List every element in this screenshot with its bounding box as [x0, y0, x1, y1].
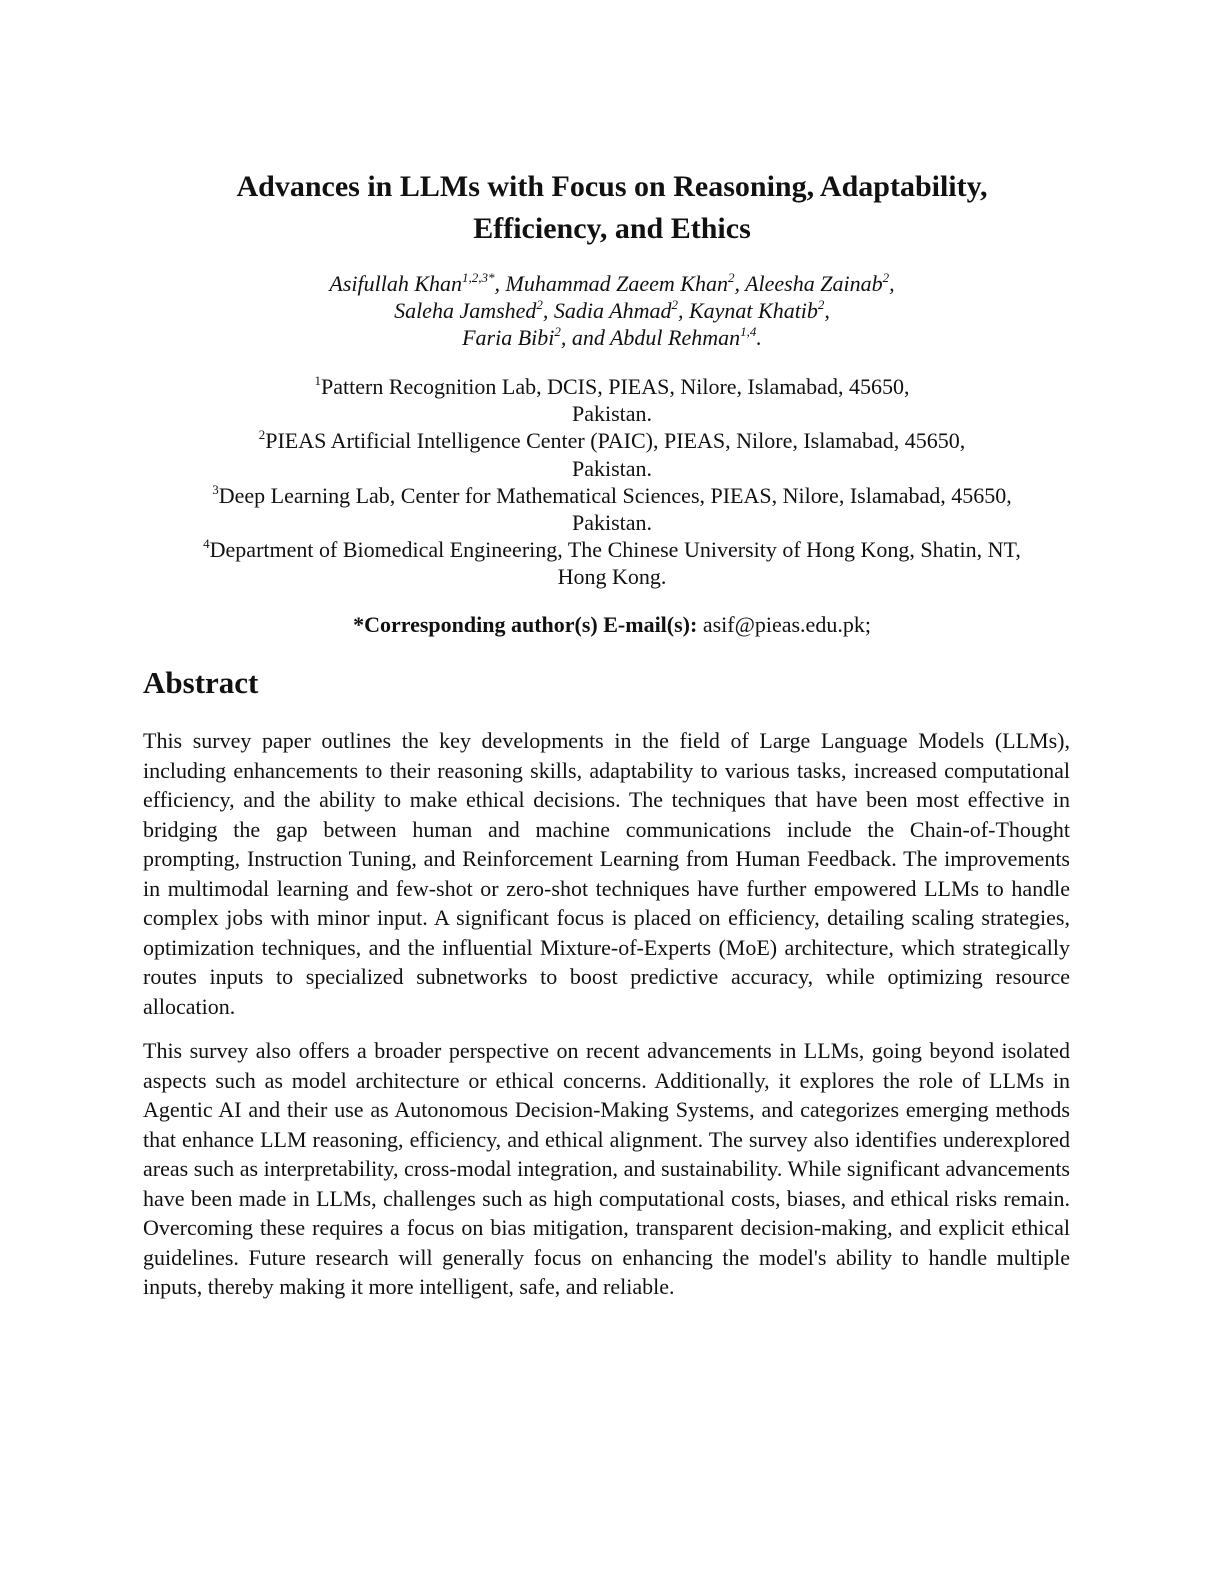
affiliation-country: Hong Kong.	[557, 564, 667, 590]
title-line: Efficiency, and Ethics	[473, 212, 751, 245]
author-separator: ,	[889, 271, 895, 296]
author-affiliation-mark: 1,4	[740, 324, 757, 339]
author-name: Abdul Rehman	[609, 325, 741, 350]
corresponding-author	[120, 611, 1104, 639]
author-affiliation-mark: 2	[817, 297, 825, 312]
affiliation	[120, 427, 1104, 454]
affiliation-mark: 1	[314, 373, 322, 388]
abstract-heading: Abstract	[143, 665, 259, 700]
author-separator: ,	[542, 298, 554, 323]
affiliation-country: Pakistan.	[571, 455, 653, 481]
author-line	[120, 297, 1104, 324]
affiliation-text: Pattern Recognition Lab, DCIS, PIEAS, Nilore, Islamabad, 45650,	[321, 374, 910, 399]
author-separator: .	[756, 325, 762, 350]
affiliation	[120, 373, 1104, 400]
author-separator: , and	[560, 325, 610, 350]
title-line: Advances in LLMs with Focus on Reasoning, Adaptability,	[236, 170, 988, 203]
paper-title	[120, 166, 1104, 250]
affiliation-text: Department of Biomedical Engineering, The Chinese University of Hong Kong, Shatin, NT,	[209, 537, 1021, 563]
author-line	[120, 324, 1104, 351]
abstract-paragraph: This survey paper outlines the key developments in the field of Large Language Models (LLMs), including enhancements to their reasoning skills, adaptability to various tasks, increased computational efficiency, and the ability to make ethical decisions. The techniques that have been most effective in bridging the gap between human and machine communications include the Chain-of-Thought prompting, Instruction Tuning, and Reinforcement Learning from Human Feedback. The improvements in multimodal learning and few-shot or zero-shot techniques have further empowered LLMs to handle complex jobs with minor input. A significant focus is placed on efficiency, detailing scaling strategies, optimization techniques, and the influential Mixture-of-Experts (MoE) architecture, which strategically routes inputs to specialized subnetworks to boost predictive accuracy, while optimizing resource allocation.	[143, 728, 1070, 1019]
affiliation-list	[120, 373, 1104, 591]
abstract-paragraph: This survey also offers a broader perspective on recent advancements in LLMs, going beyond isolated aspects such as model architecture or ethical concerns. Additionally, it explores the role of LLMs in Agentic AI and their use as Autonomous Decision-Making Systems, and categorizes emerging methods that enhance LLM reasoning, efficiency, and ethical alignment. The survey also identifies underexplored areas such as interpretability, cross-modal integration, and sustainability. While significant advancements have been made in LLMs, challenges such as high computational costs, biases, and ethical risks remain. Overcoming these requires a focus on bias mitigation, transparent decision-making, and explicit ethical guidelines. Future research will generally focus on enhancing the model's ability to handle multiple inputs, thereby making it more intelligent, safe, and reliable.	[143, 1038, 1070, 1299]
corresponding-email: asif@pieas.edu.pk;	[702, 612, 871, 637]
affiliation-country: Pakistan.	[571, 510, 653, 536]
corresponding-label: *Corresponding author(s) E-mail(s):	[353, 612, 698, 637]
author-list	[120, 270, 1104, 351]
author-line	[120, 270, 1104, 297]
affiliation	[120, 536, 1104, 563]
author-name: Aleesha Zainab	[745, 271, 883, 296]
affiliation-text: Deep Learning Lab, Center for Mathematical Sciences, PIEAS, Nilore, Islamabad, 45650,	[218, 482, 1012, 508]
author-name: Saleha Jamshed	[394, 298, 537, 323]
author-name: Asifullah Khan	[329, 271, 463, 296]
author-separator: ,	[677, 298, 689, 323]
author-separator: ,	[494, 271, 506, 296]
affiliation-mark: 4	[203, 536, 210, 552]
author-affiliation-mark: 2	[882, 270, 890, 285]
author-separator: ,	[824, 298, 830, 323]
author-affiliation-mark: 2	[554, 324, 561, 339]
author-affiliation-mark: 2	[536, 297, 543, 312]
author-affiliation-mark: 2	[727, 270, 735, 285]
author-affiliation-mark: 1,2,3*	[462, 270, 495, 285]
affiliation-country: Pakistan.	[571, 401, 653, 427]
affiliation-mark: 3	[212, 481, 219, 497]
author-name: Kaynat Khatib	[688, 298, 818, 323]
author-name: Sadia Ahmad	[553, 298, 672, 323]
affiliation-mark: 2	[258, 427, 266, 443]
author-affiliation-mark: 2	[671, 297, 678, 312]
affiliation	[120, 482, 1104, 509]
author-name: Faria Bibi	[462, 325, 555, 350]
affiliation-text: PIEAS Artificial Intelligence Center (PAIC), PIEAS, Nilore, Islamabad, 45650,	[265, 428, 966, 454]
author-separator: ,	[734, 271, 746, 296]
author-name: Muhammad Zaeem Khan	[505, 271, 728, 296]
